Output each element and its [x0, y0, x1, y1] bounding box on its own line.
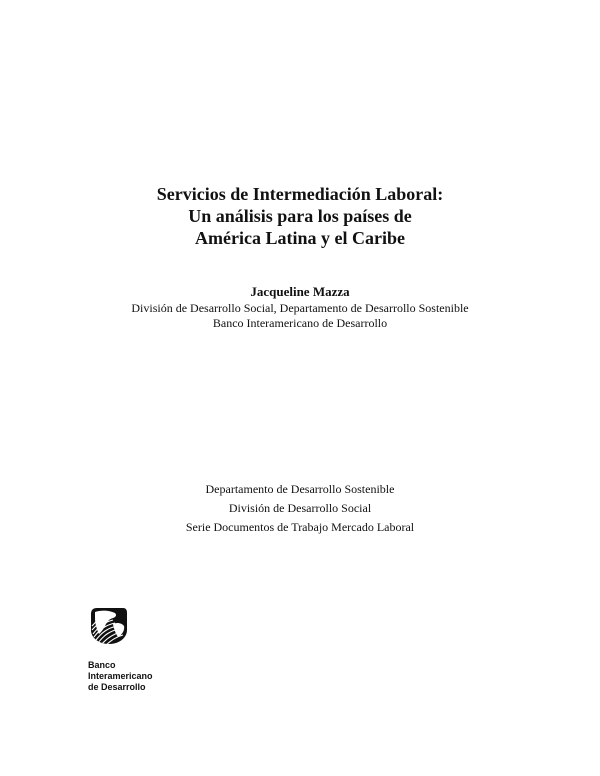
bank-name-line-1: Banco [88, 660, 116, 670]
bank-globe-logo-icon [89, 604, 129, 646]
bank-name-line-3: de Desarrollo [88, 682, 146, 692]
series-collection: Serie Documentos de Trabajo Mercado Laboral [185, 520, 415, 534]
author-affiliation [0, 301, 600, 331]
affiliation-line-2: Banco Interamericano de Desarrollo [212, 316, 388, 330]
series-department: Departamento de Desarrollo Sostenible [205, 482, 395, 496]
author-name: Jacqueline Mazza [250, 284, 350, 299]
title-line-2: Un análisis para los países de [188, 206, 412, 226]
document-title [0, 183, 600, 249]
series-info [0, 480, 600, 537]
title-line-1: Servicios de Intermediación Laboral: [156, 184, 444, 204]
series-division: División de Desarrollo Social [228, 501, 372, 515]
bank-name-line-2: Interamericano [88, 671, 153, 681]
affiliation-line-1: División de Desarrollo Social, Departamento de Desarrollo Sostenible [131, 301, 469, 315]
title-line-3: América Latina y el Caribe [195, 228, 405, 248]
bank-name [88, 660, 153, 693]
